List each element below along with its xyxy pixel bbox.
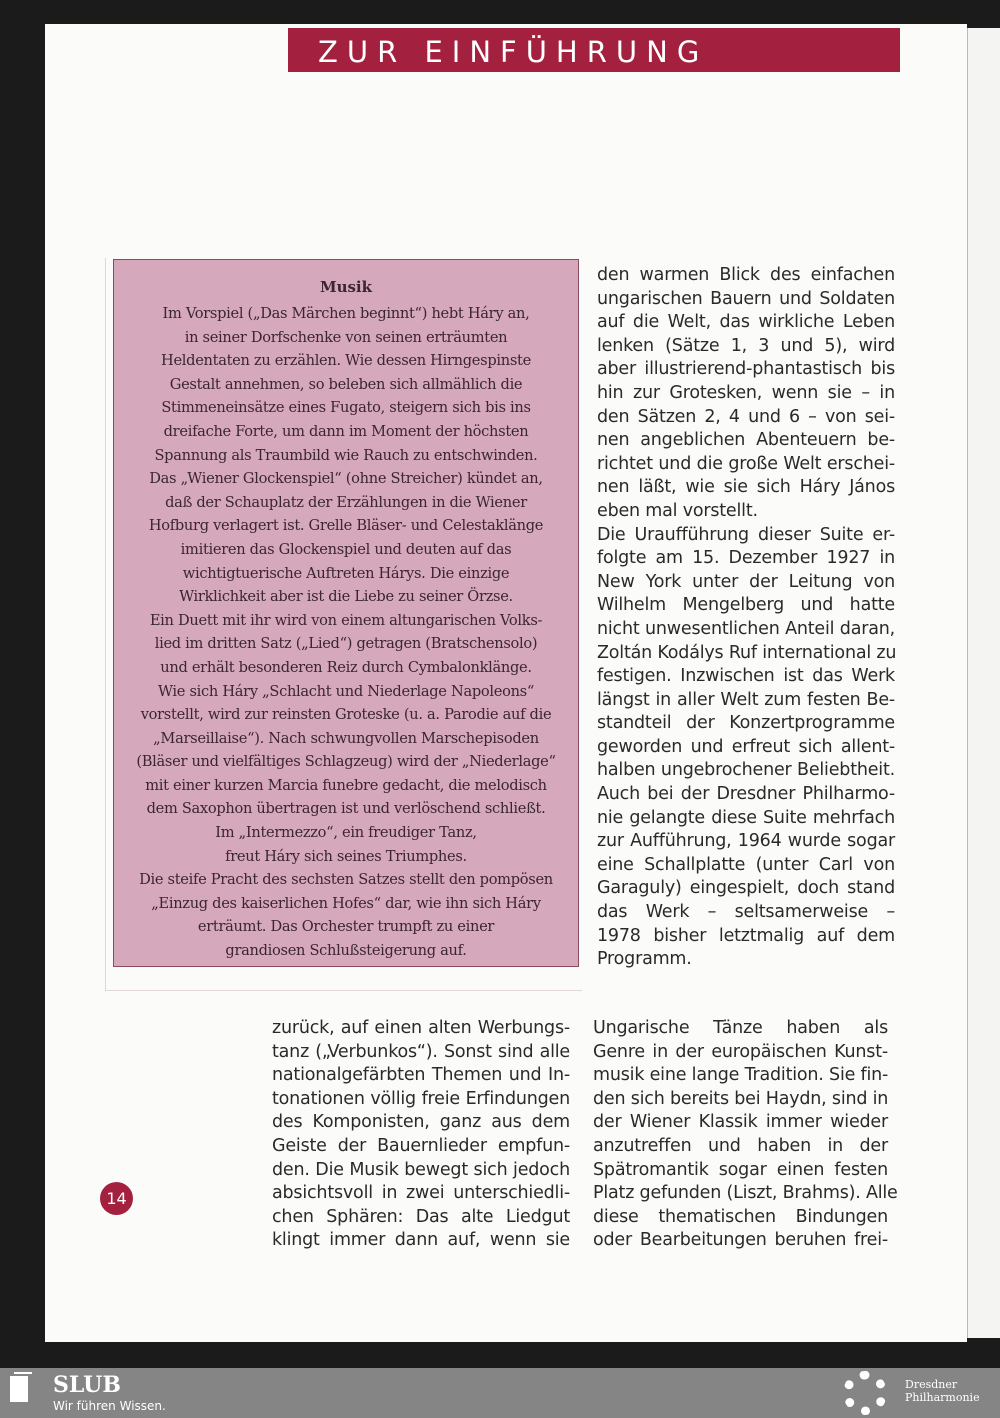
text-line: „Einzug des kaiserlichen Hofes“ dar, wie ihn sich Háry bbox=[151, 894, 541, 912]
text-line: freut Háry sich seines Triumphes. bbox=[225, 847, 467, 865]
text-line: längst in aller Welt zum festen Be- bbox=[597, 689, 895, 710]
text-line: Wie sich Háry „Schlacht und Niederlage Napoleons“ bbox=[157, 682, 535, 700]
text-line: tonationen völlig freie Erfindungen bbox=[272, 1088, 570, 1109]
text-line: New York unter der Leitung von bbox=[597, 571, 895, 592]
text-line: halben ungebrochener Beliebtheit. bbox=[597, 760, 895, 781]
page-number: 14 bbox=[100, 1182, 133, 1215]
text-line: erträumt. Das Orchester trumpft zu einer bbox=[197, 918, 495, 936]
text-line: des Komponisten, ganz aus dem bbox=[272, 1112, 570, 1133]
slub-tagline: Wir führen Wissen. bbox=[53, 1399, 166, 1413]
text-line: imitieren das Glockenspiel und deuten auf das bbox=[180, 540, 512, 558]
text-line: Die Uraufführung dieser Suite er- bbox=[597, 524, 895, 545]
text-line: Platz gefunden (Liszt, Brahms). Alle bbox=[593, 1183, 898, 1204]
text-line: den sich bereits bei Haydn, sind in bbox=[593, 1088, 889, 1109]
text-line: Stimmeneinsätze eines Fugato, steigern sich bis ins bbox=[161, 399, 531, 417]
text-line: oder Bearbeitungen beruhen frei- bbox=[593, 1230, 888, 1251]
text-line: und erhält besonderen Reiz durch Cymbalonklänge. bbox=[160, 658, 532, 676]
text-line: festigen. Inzwischen ist das Werk bbox=[597, 666, 895, 687]
slub-logo[interactable]: SLUB bbox=[53, 1372, 121, 1398]
text-line: mit einer kurzen Marcia funebre gedacht, die melodisch bbox=[145, 776, 547, 794]
text-line: Hofburg verlagert ist. Grelle Bläser- und Celestaklänge bbox=[148, 517, 544, 535]
text-line: Ein Duett mit ihr wird von einem altungarischen Volks- bbox=[149, 611, 543, 629]
text-line: dem Saxophon übertragen ist und verlöschend schließt. bbox=[146, 800, 546, 818]
section-header: ZUR EINFÜHRUNG bbox=[288, 28, 900, 72]
text-line: diese thematischen Bindungen bbox=[593, 1206, 888, 1227]
text-line: den. Die Musik bewegt sich jedoch bbox=[272, 1159, 570, 1180]
text-line: Im Vorspiel („Das Märchen beginnt“) hebt Háry an, bbox=[162, 305, 530, 322]
text-line: den warmen Blick des einfachen bbox=[597, 265, 895, 285]
text-line: zurück, auf einen alten Werbungs- bbox=[272, 1018, 570, 1038]
text-line: in seiner Dorfschenke von seinen erträumten bbox=[184, 328, 508, 346]
text-line: Auch bei der Dresdner Philharmo- bbox=[597, 784, 895, 805]
text-line: eben mal vorstellt. bbox=[597, 500, 758, 521]
partner-line-2: Philharmonie bbox=[905, 1391, 980, 1404]
text-line: Spannung als Traumbild wie Rauch zu entschwinden. bbox=[154, 446, 538, 464]
text-line: musik eine lange Tradition. Sie fin- bbox=[593, 1065, 889, 1086]
text-line: Ungarische Tänze haben als bbox=[593, 1018, 888, 1038]
text-line: der Wiener Klassik immer wieder bbox=[593, 1112, 888, 1133]
partner-line-1: Dresdner bbox=[905, 1378, 958, 1391]
text-line: standteil der Konzertprogramme bbox=[597, 713, 895, 734]
text-line: Garaguly) eingespielt, doch stand bbox=[597, 878, 895, 899]
text-line: den Sätzen 2, 4 und 6 – von sei- bbox=[597, 406, 895, 427]
text-line: Genre in der europäischen Kunst- bbox=[593, 1041, 888, 1062]
text-line: lied im dritten Satz („Lied“) getragen (Bratschensolo) bbox=[154, 635, 538, 653]
philharmonie-sun-icon bbox=[843, 1371, 887, 1415]
text-line: nicht unwesentlichen Anteil daran, bbox=[597, 618, 895, 639]
text-line: das Werk – seltsamerweise – bbox=[597, 902, 895, 923]
bottom-left-column-text bbox=[272, 1017, 570, 1253]
bottom-right-column-text bbox=[593, 1017, 898, 1253]
text-line: grandiosen Schlußsteigerung auf. bbox=[225, 942, 467, 960]
text-line: Die steife Pracht des sechsten Satzes stellt den pompösen bbox=[139, 871, 553, 889]
text-line: daß der Schauplatz der Erzählungen in die Wiener bbox=[165, 493, 527, 511]
text-line: Wirklichkeit aber ist die Liebe zu seiner Örzse. bbox=[179, 588, 513, 606]
music-sidebar-box bbox=[113, 259, 579, 967]
text-line: auf die Welt, das wirkliche Leben bbox=[597, 312, 895, 333]
text-line: anzutreffen und haben in der bbox=[593, 1135, 888, 1156]
next-page-edge bbox=[967, 28, 1000, 1338]
footer-bar bbox=[0, 1368, 1000, 1418]
box-text bbox=[114, 302, 578, 963]
text-line: aber illustrierend-phantastisch bis bbox=[597, 359, 895, 380]
text-line: 1978 bisher letztmalig auf dem bbox=[597, 925, 895, 946]
text-line: dreifache Forte, um dann im Moment der höchsten bbox=[163, 422, 529, 440]
text-line: Geiste der Bauernlieder empfun- bbox=[272, 1135, 570, 1156]
right-column-text bbox=[597, 264, 895, 972]
text-line: Heldentaten zu erzählen. Wie dessen Hirngespinste bbox=[161, 352, 531, 370]
text-line: absichtsvoll in zwei unterschiedli- bbox=[272, 1183, 570, 1204]
text-line: Im „Intermezzo“, ein freudiger Tanz, bbox=[215, 824, 477, 842]
text-line: hin zur Grotesken, wenn sie – in bbox=[597, 382, 895, 403]
text-line: ungarischen Bauern und Soldaten bbox=[597, 288, 895, 309]
text-line: Gestalt annehmen, so beleben sich allmählich die bbox=[169, 375, 523, 393]
text-line: Zoltán Kodálys Ruf international zu bbox=[597, 642, 897, 663]
text-line: klingt immer dann auf, wenn sie bbox=[272, 1230, 570, 1251]
text-line: folgte am 15. Dezember 1927 in bbox=[597, 548, 895, 569]
text-line: nen läßt, wie sie sich Háry János bbox=[597, 477, 895, 498]
text-line: tanz („Verbunkos“). Sonst sind alle bbox=[272, 1041, 570, 1062]
text-line: Wilhelm Mengelberg und hatte bbox=[597, 595, 895, 616]
box-title: Musik bbox=[319, 278, 373, 296]
text-line: nationalgefärbten Themen und In- bbox=[272, 1065, 570, 1086]
text-line: Das „Wiener Glockenspiel“ (ohne Streicher) kündet an, bbox=[149, 470, 543, 488]
text-line: Programm. bbox=[597, 949, 692, 970]
text-line: Spätromantik sogar einen festen bbox=[593, 1159, 888, 1180]
text-line: vorstellt, wird zur reinsten Groteske (u. a. Parodie auf die bbox=[140, 706, 552, 724]
text-line: zur Aufführung, 1964 wurde sogar bbox=[597, 831, 895, 852]
slub-book-icon bbox=[10, 1376, 28, 1402]
text-line: geworden und erfreut sich allent- bbox=[597, 736, 895, 757]
text-line: eine Schallplatte (unter Carl von bbox=[597, 854, 895, 875]
text-line: nie gelangte diese Suite mehrfach bbox=[597, 807, 895, 828]
text-line: chen Sphären: Das alte Liedgut bbox=[272, 1206, 570, 1227]
text-line: nen angeblichen Abenteuern be- bbox=[597, 430, 895, 451]
text-line: lenken (Sätze 1, 3 und 5), wird bbox=[597, 335, 895, 356]
text-line: (Bläser und vielfältiges Schlagzeug) wird der „Niederlage“ bbox=[136, 753, 556, 771]
text-line: richtet und die große Welt erschei- bbox=[597, 453, 895, 474]
philharmonie-logo[interactable] bbox=[905, 1378, 980, 1404]
text-line: „Marseillaise“). Nach schwungvollen Marschepisoden bbox=[153, 729, 539, 747]
text-line: wichtigtuerische Auftreten Hárys. Die einzige bbox=[182, 564, 510, 582]
